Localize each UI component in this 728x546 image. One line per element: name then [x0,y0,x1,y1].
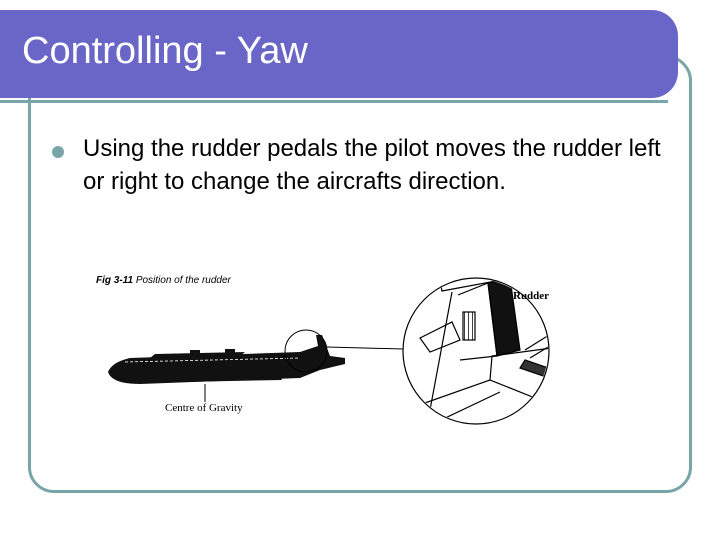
figure-caption [96,274,231,288]
rudder-label: Rudder [513,290,550,302]
slide-title: Controlling - Yaw [22,30,308,72]
figure-caption-number: Fig 3-11 [96,275,134,286]
cog-label: Centre of Gravity [165,402,243,414]
figure-caption-text: Position of the rudder [133,275,231,286]
aircraft-silhouette [108,335,345,384]
bullet-text: Using the rudder pedals the pilot moves the rudder left or right to change the aircrafts direction. [83,135,661,195]
connector-line [327,347,403,349]
tail-magnified [403,268,576,430]
